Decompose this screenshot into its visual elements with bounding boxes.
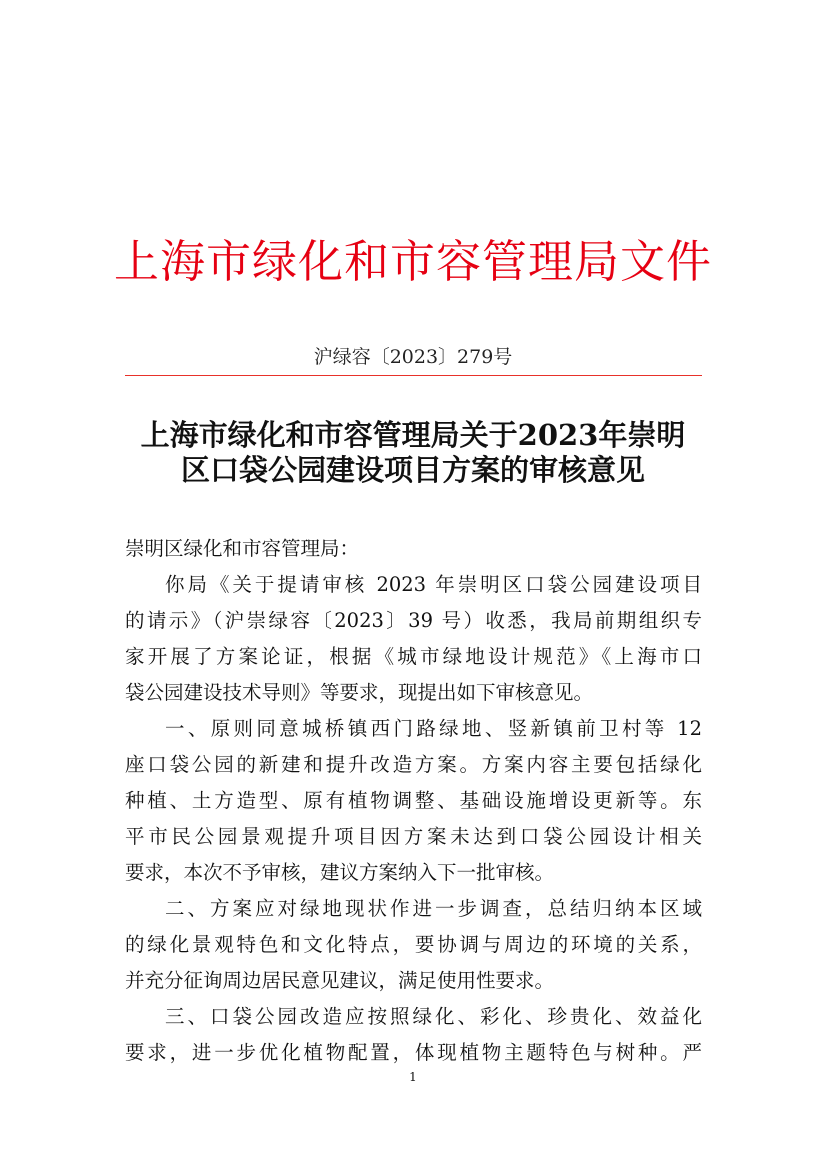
body-line: 平市民公园景观提升项目因方案未达到口袋公园设计相关 [125,825,702,848]
document-heading [120,418,706,488]
body-line: 你局《关于提请审核 2023 年崇明区口袋公园建设项目 [165,573,702,596]
document-title: 上海市绿化和市容管理局文件 [113,235,712,288]
body-line: 要求，进一步优化植物配置，体现植物主题特色与树种。严 [125,1041,702,1064]
salutation: 崇明区绿化和市容管理局： [125,537,360,560]
body-line: 一、原则同意城桥镇西门路绿地、竖新镇前卫村等 12 [165,717,702,740]
body-line: 的绿化景观特色和文化特点，要协调与周边的环境的关系， [125,933,702,956]
body-line: 要求，本次不予审核，建议方案纳入下一批审核。 [125,861,555,884]
document-body [125,531,702,1071]
heading-line: 区口袋公园建设项目方案的审核意见 [180,453,645,487]
body-line: 种植、土方造型、原有植物调整、基础设施增设更新等。东 [125,789,702,812]
body-line: 二、方案应对绿地现状作进一步调查，总结归纳本区域 [165,897,702,920]
body-line: 的请示》（沪崇绿容〔2023〕39 号）收悉，我局前期组织专 [125,609,702,632]
body-line: 并充分征询周边居民意见建议，满足使用性要求。 [125,969,555,992]
heading-line: 上海市绿化和市容管理局关于2023年崇明 [140,418,686,452]
red-divider [125,375,702,376]
page-number: 1 [409,1070,417,1084]
body-line: 家开展了方案论证，根据《城市绿地设计规范》《上海市口 [125,645,702,668]
body-line: 袋公园建设技术导则》等要求，现提出如下审核意见。 [125,681,594,704]
body-line: 座口袋公园的新建和提升改造方案。方案内容主要包括绿化 [125,753,702,776]
document-number: 沪绿容〔2023〕279号 [313,346,513,368]
body-line: 三、口袋公园改造应按照绿化、彩化、珍贵化、效益化 [165,1005,702,1028]
